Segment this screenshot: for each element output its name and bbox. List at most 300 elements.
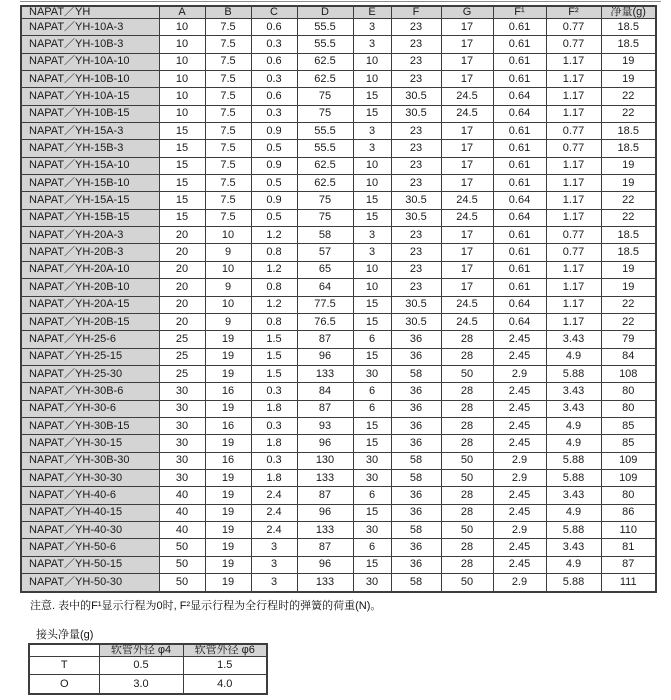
value-cell: 24.5 — [441, 192, 493, 209]
sub-col-header-od4: 软管外径 φ4 — [99, 644, 183, 657]
value-cell: 130 — [297, 452, 353, 469]
value-cell: 84 — [297, 383, 353, 400]
value-cell: 1.2 — [251, 261, 297, 278]
value-cell: 1.17 — [546, 71, 601, 88]
value-cell: 20 — [159, 313, 205, 330]
table-row — [21, 209, 656, 226]
value-cell: 23 — [391, 36, 441, 53]
value-cell: 3 — [251, 556, 297, 573]
value-cell: 7.5 — [205, 123, 251, 140]
col-header-net-weight: 净量(g) — [601, 6, 656, 19]
value-cell: 10 — [159, 53, 205, 70]
value-cell: 0.5 — [99, 657, 183, 675]
value-cell: 19 — [205, 521, 251, 538]
value-cell: 5.88 — [546, 521, 601, 538]
value-cell: 17 — [441, 227, 493, 244]
sub-table-title: 接头净量(g) — [36, 629, 94, 641]
value-cell: 7.5 — [205, 209, 251, 226]
value-cell: 0.61 — [493, 157, 546, 174]
value-cell: 0.64 — [493, 105, 546, 122]
value-cell: 5.88 — [546, 574, 601, 593]
value-cell: 1.17 — [546, 157, 601, 174]
value-cell: 17 — [441, 157, 493, 174]
value-cell: 28 — [441, 331, 493, 348]
model-cell: NAPAT／YH-10A-15 — [21, 88, 159, 105]
value-cell: 15 — [353, 556, 391, 573]
value-cell: 6 — [353, 331, 391, 348]
value-cell: 22 — [601, 88, 656, 105]
value-cell: 30 — [159, 417, 205, 434]
value-cell: 15 — [353, 348, 391, 365]
value-cell: 19 — [601, 175, 656, 192]
value-cell: 40 — [159, 521, 205, 538]
value-cell: 28 — [441, 383, 493, 400]
value-cell: 28 — [441, 417, 493, 434]
value-cell: 25 — [159, 331, 205, 348]
value-cell: 64 — [297, 279, 353, 296]
value-cell: 109 — [601, 452, 656, 469]
table-row — [21, 504, 656, 521]
value-cell: 24.5 — [441, 209, 493, 226]
value-cell: 7.5 — [205, 71, 251, 88]
value-cell: 77.5 — [297, 296, 353, 313]
value-cell: 36 — [391, 539, 441, 556]
table-row — [29, 675, 267, 694]
value-cell: 30 — [159, 435, 205, 452]
value-cell: 15 — [159, 123, 205, 140]
table-row — [21, 331, 656, 348]
value-cell: 0.3 — [251, 383, 297, 400]
table-row — [21, 88, 656, 105]
value-cell: 50 — [159, 539, 205, 556]
model-cell: NAPAT／YH-15A-10 — [21, 157, 159, 174]
value-cell: 0.8 — [251, 313, 297, 330]
table-row — [21, 487, 656, 504]
value-cell: 0.61 — [493, 244, 546, 261]
value-cell: 22 — [601, 313, 656, 330]
value-cell: 18.5 — [601, 140, 656, 157]
value-cell: 10 — [205, 227, 251, 244]
value-cell: 96 — [297, 504, 353, 521]
sub-col-header-od6: 软管外径 φ6 — [183, 644, 267, 657]
value-cell: 15 — [353, 504, 391, 521]
table-row — [21, 400, 656, 417]
value-cell: 20 — [159, 296, 205, 313]
value-cell: 50 — [159, 574, 205, 593]
value-cell: 15 — [159, 209, 205, 226]
value-cell: 1.5 — [251, 331, 297, 348]
value-cell: 0.8 — [251, 244, 297, 261]
value-cell: 79 — [601, 331, 656, 348]
value-cell: 50 — [441, 365, 493, 382]
value-cell: 5.88 — [546, 452, 601, 469]
value-cell: 0.77 — [546, 244, 601, 261]
value-cell: 28 — [441, 400, 493, 417]
value-cell: 2.45 — [493, 487, 546, 504]
value-cell: 0.9 — [251, 192, 297, 209]
value-cell: 2.9 — [493, 365, 546, 382]
value-cell: 3.43 — [546, 539, 601, 556]
model-cell: NAPAT／YH-20B-10 — [21, 279, 159, 296]
value-cell: 80 — [601, 383, 656, 400]
value-cell: 17 — [441, 175, 493, 192]
model-cell: NAPAT／YH-20B-3 — [21, 244, 159, 261]
value-cell: 75 — [297, 88, 353, 105]
value-cell: 28 — [441, 435, 493, 452]
value-cell: 2.45 — [493, 383, 546, 400]
value-cell: 23 — [391, 140, 441, 157]
value-cell: 15 — [159, 140, 205, 157]
value-cell: 6 — [353, 487, 391, 504]
model-cell: NAPAT／YH-30-6 — [21, 400, 159, 417]
value-cell: 7.5 — [205, 140, 251, 157]
value-cell: 19 — [205, 331, 251, 348]
model-cell: NAPAT／YH-30B-6 — [21, 383, 159, 400]
table-row — [21, 539, 656, 556]
value-cell: 3 — [353, 244, 391, 261]
model-cell: NAPAT／YH-20A-10 — [21, 261, 159, 278]
fitting-weight-table — [28, 643, 268, 695]
value-cell: 24.5 — [441, 296, 493, 313]
value-cell: 96 — [297, 435, 353, 452]
value-cell: 87 — [297, 331, 353, 348]
value-cell: 30 — [353, 365, 391, 382]
value-cell: 17 — [441, 36, 493, 53]
value-cell: 58 — [391, 365, 441, 382]
value-cell: 0.3 — [251, 105, 297, 122]
model-cell: NAPAT／YH-25-30 — [21, 365, 159, 382]
value-cell: 19 — [205, 574, 251, 593]
value-cell: 2.45 — [493, 435, 546, 452]
value-cell: 36 — [391, 487, 441, 504]
value-cell: 0.64 — [493, 313, 546, 330]
value-cell: 0.5 — [251, 209, 297, 226]
value-cell: 24.5 — [441, 88, 493, 105]
value-cell: 0.61 — [493, 279, 546, 296]
value-cell: 87 — [601, 556, 656, 573]
col-header-f: F — [391, 6, 441, 19]
model-cell: NAPAT／YH-30B-30 — [21, 452, 159, 469]
value-cell: 9 — [205, 313, 251, 330]
table-row — [21, 469, 656, 486]
value-cell: 23 — [391, 53, 441, 70]
col-header-c: C — [251, 6, 297, 19]
value-cell: 1.5 — [183, 657, 267, 675]
value-cell: 19 — [205, 348, 251, 365]
value-cell: 133 — [297, 469, 353, 486]
value-cell: 62.5 — [297, 71, 353, 88]
value-cell: 85 — [601, 435, 656, 452]
value-cell: 30 — [353, 574, 391, 593]
value-cell: 28 — [441, 348, 493, 365]
value-cell: 23 — [391, 244, 441, 261]
value-cell: 15 — [353, 435, 391, 452]
col-header-d: D — [297, 6, 353, 19]
value-cell: 0.64 — [493, 88, 546, 105]
value-cell: 1.2 — [251, 296, 297, 313]
table-row — [21, 175, 656, 192]
value-cell: 36 — [391, 417, 441, 434]
col-header-b: B — [205, 6, 251, 19]
value-cell: 1.5 — [251, 348, 297, 365]
value-cell: 40 — [159, 487, 205, 504]
spec-table-header — [21, 6, 656, 19]
value-cell: 1.2 — [251, 227, 297, 244]
value-cell: 9 — [205, 279, 251, 296]
value-cell: 36 — [391, 331, 441, 348]
value-cell: 2.9 — [493, 469, 546, 486]
table-row — [21, 227, 656, 244]
model-cell: NAPAT／YH-10A-10 — [21, 53, 159, 70]
value-cell: 2.4 — [251, 504, 297, 521]
value-cell: 30 — [159, 400, 205, 417]
table-row — [21, 279, 656, 296]
col-header-model: NAPAT／YH — [21, 6, 159, 19]
value-cell: 2.4 — [251, 521, 297, 538]
value-cell: 3.43 — [546, 487, 601, 504]
value-cell: 10 — [159, 19, 205, 36]
value-cell: 85 — [601, 417, 656, 434]
value-cell: 17 — [441, 279, 493, 296]
value-cell: 0.6 — [251, 53, 297, 70]
value-cell: 0.8 — [251, 279, 297, 296]
value-cell: 5.88 — [546, 365, 601, 382]
value-cell: 4.0 — [183, 675, 267, 694]
value-cell: 0.61 — [493, 227, 546, 244]
value-cell: 0.61 — [493, 36, 546, 53]
model-cell: NAPAT／YH-20A-3 — [21, 227, 159, 244]
value-cell: 3 — [251, 539, 297, 556]
value-cell: 22 — [601, 192, 656, 209]
value-cell: 55.5 — [297, 140, 353, 157]
value-cell: 0.77 — [546, 19, 601, 36]
value-cell: 58 — [391, 469, 441, 486]
value-cell: 111 — [601, 574, 656, 593]
value-cell: 87 — [297, 400, 353, 417]
value-cell: 0.61 — [493, 123, 546, 140]
table-row — [21, 53, 656, 70]
value-cell: 30.5 — [391, 296, 441, 313]
value-cell: 0.6 — [251, 88, 297, 105]
value-cell: 6 — [353, 400, 391, 417]
value-cell: 25 — [159, 365, 205, 382]
value-cell: 23 — [391, 157, 441, 174]
value-cell: 17 — [441, 53, 493, 70]
model-cell: NAPAT／YH-15B-15 — [21, 209, 159, 226]
value-cell: 10 — [159, 71, 205, 88]
value-cell: 19 — [205, 504, 251, 521]
value-cell: 58 — [391, 574, 441, 593]
value-cell: 133 — [297, 365, 353, 382]
value-cell: 16 — [205, 417, 251, 434]
value-cell: 15 — [353, 209, 391, 226]
model-cell: NAPAT／YH-10B-15 — [21, 105, 159, 122]
value-cell: 22 — [601, 296, 656, 313]
value-cell: 55.5 — [297, 36, 353, 53]
value-cell: 19 — [601, 71, 656, 88]
value-cell: 62.5 — [297, 53, 353, 70]
value-cell: 3.43 — [546, 400, 601, 417]
model-cell: NAPAT／YH-15B-10 — [21, 175, 159, 192]
value-cell: 55.5 — [297, 19, 353, 36]
value-cell: 3 — [353, 140, 391, 157]
value-cell: 23 — [391, 279, 441, 296]
value-cell: 10 — [353, 71, 391, 88]
table-row — [21, 452, 656, 469]
model-cell: NAPAT／YH-25-15 — [21, 348, 159, 365]
table-row — [21, 140, 656, 157]
fitting-weight-table-body — [29, 657, 267, 695]
value-cell: 2.9 — [493, 574, 546, 593]
value-cell: 15 — [159, 192, 205, 209]
value-cell: 3 — [353, 227, 391, 244]
value-cell: 2.45 — [493, 331, 546, 348]
value-cell: 0.77 — [546, 123, 601, 140]
value-cell: 30 — [159, 383, 205, 400]
value-cell: 4.9 — [546, 556, 601, 573]
value-cell: 30 — [159, 469, 205, 486]
value-cell: 10 — [205, 261, 251, 278]
model-cell: NAPAT／YH-20B-15 — [21, 313, 159, 330]
value-cell: 19 — [601, 279, 656, 296]
col-header-f2: F² — [546, 6, 601, 19]
value-cell: 30.5 — [391, 313, 441, 330]
value-cell: 1.17 — [546, 175, 601, 192]
value-cell: 75 — [297, 209, 353, 226]
value-cell: 4.9 — [546, 348, 601, 365]
table-row — [21, 71, 656, 88]
value-cell: 24.5 — [441, 105, 493, 122]
table-row — [21, 365, 656, 382]
value-cell: 0.61 — [493, 261, 546, 278]
table-footnote: 注意. 表中的F¹显示行程为0时, F²显示行程为全行程时的弹簧的荷重(N)。 — [30, 600, 382, 612]
value-cell: 1.17 — [546, 261, 601, 278]
value-cell: 6 — [353, 383, 391, 400]
value-cell: 0.9 — [251, 123, 297, 140]
value-cell: 2.45 — [493, 417, 546, 434]
value-cell: 93 — [297, 417, 353, 434]
value-cell: 1.17 — [546, 53, 601, 70]
value-cell: 23 — [391, 175, 441, 192]
value-cell: 0.77 — [546, 227, 601, 244]
table-row — [21, 556, 656, 573]
col-header-g: G — [441, 6, 493, 19]
value-cell: 1.17 — [546, 192, 601, 209]
value-cell: 1.8 — [251, 435, 297, 452]
value-cell: 10 — [159, 88, 205, 105]
value-cell: 28 — [441, 539, 493, 556]
table-row — [21, 521, 656, 538]
value-cell: 2.45 — [493, 556, 546, 573]
value-cell: 1.8 — [251, 400, 297, 417]
value-cell: 1.17 — [546, 296, 601, 313]
value-cell: 7.5 — [205, 192, 251, 209]
value-cell: 84 — [601, 348, 656, 365]
value-cell: 23 — [391, 123, 441, 140]
model-cell: NAPAT／YH-15B-3 — [21, 140, 159, 157]
value-cell: 0.64 — [493, 296, 546, 313]
value-cell: 30 — [353, 469, 391, 486]
value-cell: 7.5 — [205, 175, 251, 192]
value-cell: 10 — [353, 279, 391, 296]
table-row — [21, 36, 656, 53]
value-cell: 3.0 — [99, 675, 183, 694]
value-cell: 7.5 — [205, 53, 251, 70]
value-cell: 18.5 — [601, 19, 656, 36]
value-cell: 10 — [353, 53, 391, 70]
model-cell: NAPAT／YH-50-15 — [21, 556, 159, 573]
value-cell: 1.8 — [251, 469, 297, 486]
value-cell: 0.5 — [251, 175, 297, 192]
value-cell: 1.5 — [251, 365, 297, 382]
value-cell: 4.9 — [546, 504, 601, 521]
value-cell: 50 — [441, 452, 493, 469]
value-cell: 10 — [159, 105, 205, 122]
value-cell: 10 — [353, 261, 391, 278]
value-cell: 30 — [159, 452, 205, 469]
value-cell: 58 — [391, 452, 441, 469]
col-header-f1: F¹ — [493, 6, 546, 19]
fitting-weight-table-header — [29, 644, 267, 657]
value-cell: 18.5 — [601, 227, 656, 244]
value-cell: 40 — [159, 504, 205, 521]
value-cell: 20 — [159, 279, 205, 296]
value-cell: 17 — [441, 140, 493, 157]
value-cell: 36 — [391, 556, 441, 573]
value-cell: 19 — [601, 261, 656, 278]
value-cell: 2.45 — [493, 400, 546, 417]
table-row — [21, 435, 656, 452]
value-cell: 1.17 — [546, 279, 601, 296]
value-cell: 2.45 — [493, 504, 546, 521]
value-cell: 17 — [441, 244, 493, 261]
value-cell: 19 — [205, 469, 251, 486]
model-cell: NAPAT／YH-20A-15 — [21, 296, 159, 313]
value-cell: 18.5 — [601, 244, 656, 261]
table-row — [21, 348, 656, 365]
value-cell: 7.5 — [205, 157, 251, 174]
value-cell: 4.9 — [546, 435, 601, 452]
value-cell: 19 — [601, 157, 656, 174]
model-cell: NAPAT／YH-30-30 — [21, 469, 159, 486]
value-cell: 36 — [391, 504, 441, 521]
value-cell: 10 — [353, 175, 391, 192]
table-row — [21, 105, 656, 122]
table-row — [21, 157, 656, 174]
value-cell: 23 — [391, 261, 441, 278]
table-row — [21, 123, 656, 140]
value-cell: 0.3 — [251, 36, 297, 53]
value-cell: 1.17 — [546, 105, 601, 122]
value-cell: 50 — [441, 521, 493, 538]
model-cell: NAPAT／YH-40-6 — [21, 487, 159, 504]
value-cell: 0.9 — [251, 157, 297, 174]
value-cell: 7.5 — [205, 105, 251, 122]
value-cell: 3 — [353, 36, 391, 53]
table-row — [29, 657, 267, 675]
model-cell: NAPAT／YH-10A-3 — [21, 19, 159, 36]
value-cell: 108 — [601, 365, 656, 382]
value-cell: 5.88 — [546, 469, 601, 486]
table-row — [21, 417, 656, 434]
value-cell: 20 — [159, 261, 205, 278]
value-cell: 0.64 — [493, 192, 546, 209]
value-cell: 50 — [159, 556, 205, 573]
value-cell: 22 — [601, 105, 656, 122]
value-cell: 0.61 — [493, 53, 546, 70]
model-cell: NAPAT／YH-10B-3 — [21, 36, 159, 53]
value-cell: 20 — [159, 227, 205, 244]
